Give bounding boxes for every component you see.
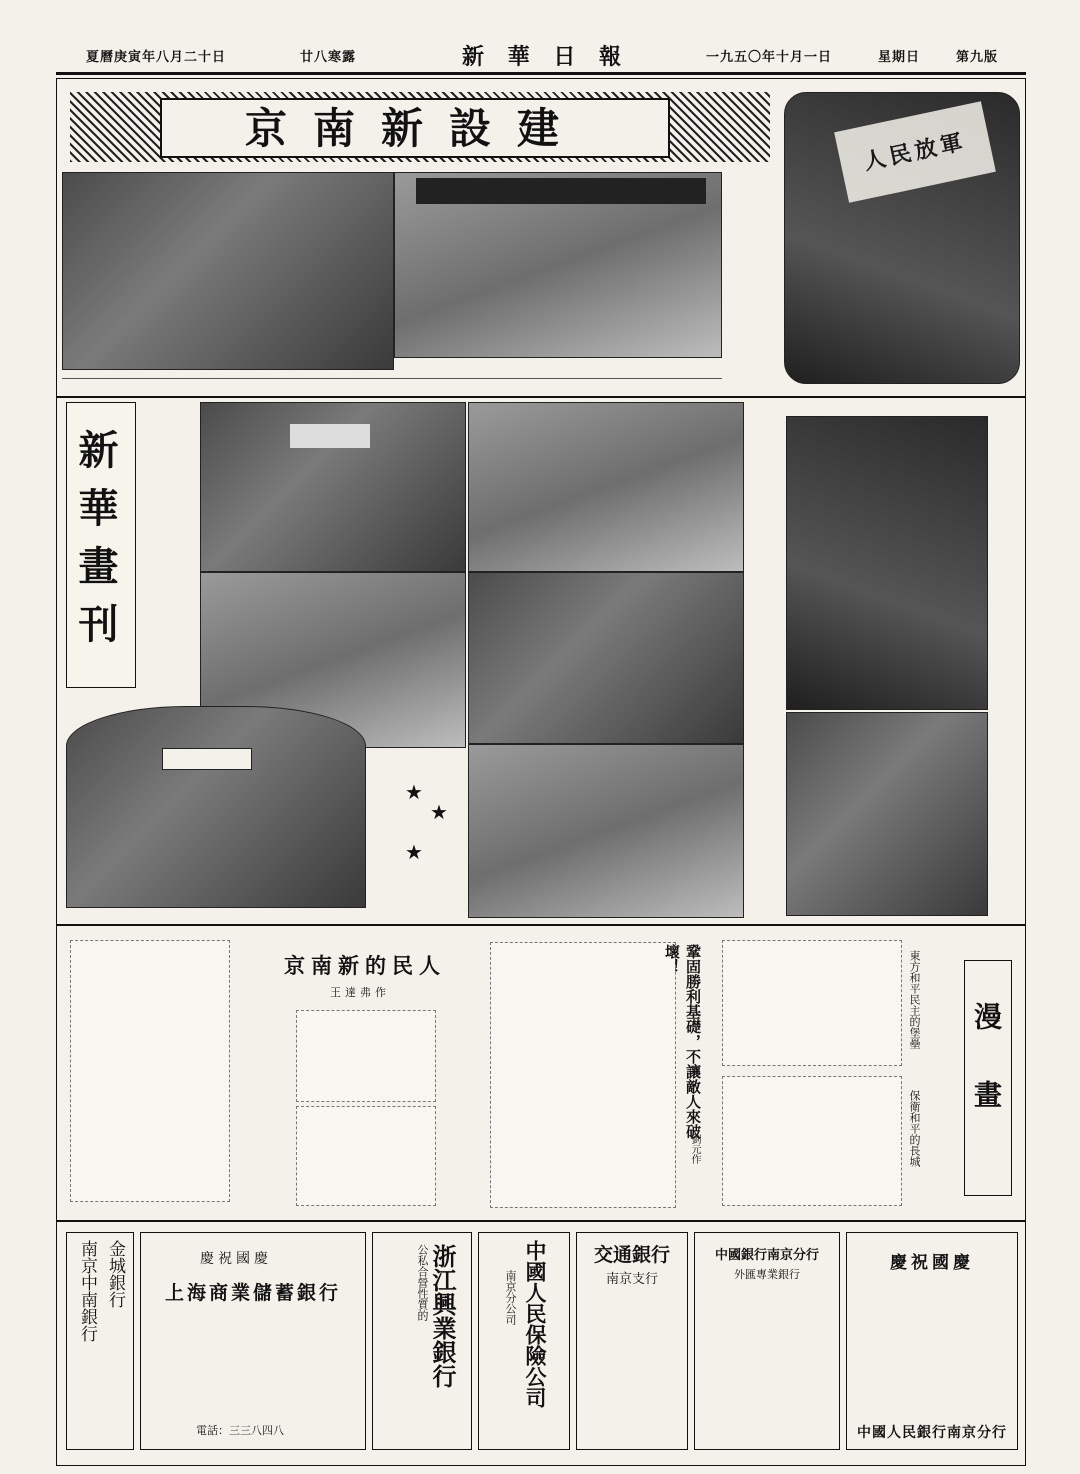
cartoon-workers xyxy=(296,1106,436,1206)
photo-porters xyxy=(468,572,744,744)
congress-banner xyxy=(416,178,706,204)
photo-factory xyxy=(62,172,394,370)
right-caption-2: 保衛和平的長城 xyxy=(908,1090,921,1167)
ad-bank-of-china xyxy=(694,1232,840,1450)
solar-term: 廿八寒露 xyxy=(300,50,357,65)
cartoon-east-peace xyxy=(722,940,902,1066)
feature-author: 王達弗作 xyxy=(330,986,390,999)
masthead: 新 華 日 報 xyxy=(462,44,629,70)
top-caption-rule xyxy=(62,378,722,392)
cartoon-great-wall xyxy=(722,1076,902,1206)
parade-flag: 人民放軍 xyxy=(834,101,996,203)
photo-harvest xyxy=(468,744,744,918)
peace-sign-board xyxy=(162,748,252,770)
caption-mid-right xyxy=(748,406,782,916)
caption-top xyxy=(734,176,774,372)
court-sign xyxy=(290,424,370,448)
caption-peace xyxy=(366,756,406,906)
pictorial-title: 新華畫刊 xyxy=(72,429,119,661)
ad1-sub: 南京中南銀行 xyxy=(77,1240,97,1342)
center-caption: 鞏固勝利基礎，不讓敵人來破壞！ xyxy=(663,944,702,1139)
photo-industrial-plant xyxy=(786,416,988,710)
ad3-title: 浙江興業銀行 xyxy=(428,1244,457,1388)
center-author: 劉元作 xyxy=(689,1134,700,1164)
date: 一九五〇年十月一日 xyxy=(706,50,833,65)
mid-rule xyxy=(56,396,1026,398)
photo-peace-signature xyxy=(66,706,366,908)
cartoon-soldiers-flag xyxy=(490,942,676,1208)
cartoon-rule xyxy=(56,924,1026,926)
cartoon-workshop xyxy=(296,1010,436,1102)
ad2-header: 慶祝國慶 xyxy=(200,1251,272,1267)
ad6-sub: 外匯專業銀行 xyxy=(734,1268,800,1281)
star-ornament-3: ★ xyxy=(405,840,423,864)
photo-street-repair xyxy=(468,402,744,572)
page-number: 第九版 xyxy=(956,50,999,65)
ad5-sub: 南京支行 xyxy=(605,1272,658,1287)
weekday: 星期日 xyxy=(878,50,921,65)
ad6-title: 中國銀行南京分行 xyxy=(714,1248,819,1263)
ad3-sub: 公私合營性質的 xyxy=(416,1244,429,1321)
star-ornament-1: ★ xyxy=(405,780,423,804)
caption-far-right xyxy=(990,406,1020,706)
ad4-title: 中國人民保險公司 xyxy=(523,1240,548,1408)
ad4-sub: 南京分公司 xyxy=(504,1270,517,1325)
cartoon-meeting xyxy=(70,940,230,1202)
lunar-date: 夏曆庚寅年八月二十日 xyxy=(86,50,227,65)
ad5-title: 交通銀行 xyxy=(593,1244,670,1266)
ad1-title: 金城銀行 xyxy=(105,1240,125,1308)
caption-cartoon-left xyxy=(232,942,280,1192)
cartoon-label: 漫畫 xyxy=(970,1002,1003,1158)
star-ornament-2: ★ xyxy=(430,800,448,824)
caption-feature xyxy=(438,1040,468,1204)
photo-street-crowd xyxy=(786,712,988,916)
ad2-title: 上海商業儲蓄銀行 xyxy=(164,1282,341,1304)
ad7-header: 慶祝國慶 xyxy=(890,1253,974,1273)
ads-rule xyxy=(56,1220,1026,1222)
right-caption-1: 東方和平民主的堡壘 xyxy=(908,950,921,1049)
caption-street xyxy=(990,716,1020,916)
banner-title: 京南新設建 xyxy=(160,98,670,158)
caption-mid-left xyxy=(144,406,192,566)
feature-title: 京南新的民人 xyxy=(284,953,446,978)
ad2-phone: 電話：三三八四八 xyxy=(196,1424,284,1437)
header-rule xyxy=(56,72,1026,75)
caption-mid-left-2 xyxy=(144,578,192,698)
ad7-title: 中國人民銀行南京分行 xyxy=(857,1425,1007,1441)
